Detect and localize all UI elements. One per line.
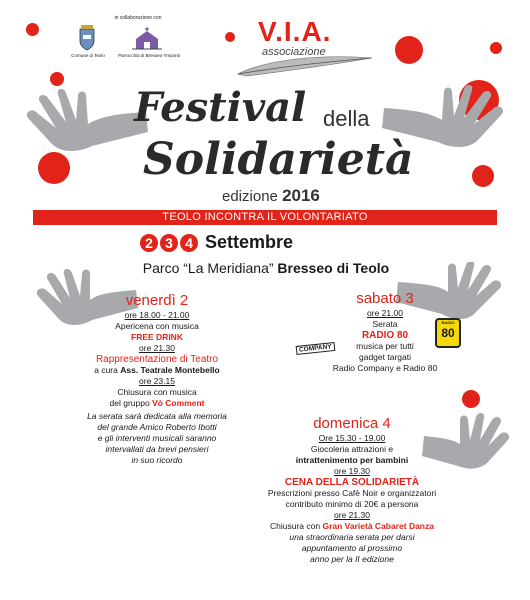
decor-dot	[472, 165, 494, 187]
logo1-caption: Comune di Teolo	[71, 53, 105, 58]
text: musica per tutti	[356, 341, 414, 351]
text: gadget targati	[359, 352, 411, 362]
banner: TEOLO INCONTRA IL VOLONTARIATO	[33, 210, 497, 225]
note: anno per la II edizione	[310, 554, 394, 564]
edition-line	[222, 186, 320, 206]
text: Chiusura con musica	[117, 387, 197, 397]
time: ore 21.00	[367, 308, 403, 318]
decor-dot	[50, 72, 64, 86]
time: ore 18.00 - 21.00	[124, 310, 190, 320]
dates	[140, 232, 293, 253]
time: ore 19.30	[334, 466, 370, 476]
text: contributo minimo di 20€ a persona	[285, 499, 419, 509]
note: appuntamento al prossimo	[301, 543, 403, 553]
time: Ore 15.30 - 19.00	[318, 433, 386, 443]
title-della: della	[323, 106, 370, 131]
highlight: Rappresentazione di Teatro	[95, 354, 219, 365]
time: ore 21.30	[334, 510, 370, 520]
radio80-logo-icon	[435, 318, 461, 348]
text-b: Vò Comment	[152, 398, 205, 408]
day-title: sabato 3	[356, 290, 414, 307]
text	[42, 398, 272, 409]
decor-dot	[462, 390, 480, 408]
note: in suo ricordo	[131, 455, 183, 465]
highlight: CENA DELLA SOLIDARIETÀ	[284, 477, 420, 488]
note: del grande Amico Roberto Ibotti	[97, 422, 217, 432]
highlight: FREE DRINK	[131, 332, 183, 342]
time: ore 21.30	[139, 343, 175, 353]
day-title: venerdì 2	[125, 292, 189, 309]
logo2-caption: Parrocchia di Bresseo-Treponti	[118, 53, 180, 58]
radio80-logo-top: RADIO	[441, 320, 455, 325]
date-badge: 3	[160, 234, 178, 252]
text	[224, 521, 480, 532]
org-name: V.I.A.	[258, 16, 332, 47]
decor-dot	[490, 42, 502, 54]
note: intervallati da brevi pensieri	[105, 444, 209, 454]
edition-year: 2016	[282, 186, 320, 205]
parish-church-icon	[132, 27, 162, 51]
location	[76, 260, 456, 276]
text: Radio Company e Radio 80	[332, 363, 438, 373]
radio80-logo-num: 80	[441, 326, 455, 340]
month: Settembre	[205, 232, 294, 252]
text-a: del gruppo	[109, 398, 150, 408]
note: La serata sarà dedicata alla memoria	[87, 411, 227, 421]
collab-text: in collaborazione con	[114, 15, 162, 21]
decor-dot	[225, 32, 235, 42]
comune-crest-icon	[78, 25, 96, 51]
org-sub: associazione	[262, 46, 326, 58]
time: ore 23.15	[139, 376, 175, 386]
text: Apericena con musica	[115, 321, 199, 331]
date-badge: 4	[180, 234, 198, 252]
text-a: Chiusura con	[270, 521, 321, 531]
decor-dot	[26, 23, 39, 36]
title-solidarieta: Solidarietà	[143, 134, 414, 185]
text	[42, 365, 272, 376]
date-badge: 2	[140, 234, 158, 252]
note: e gli interventi musicali saranno	[97, 433, 217, 443]
decor-dot	[395, 36, 423, 64]
day-title: domenica 4	[313, 415, 391, 432]
park-name: Parco “La Meridiana”	[142, 260, 274, 276]
note: una straordinaria serata per darsi	[289, 532, 415, 542]
text: Serata	[372, 319, 398, 329]
edition-label: edizione	[222, 188, 278, 205]
feather-icon	[236, 54, 376, 78]
highlight: RADIO 80	[361, 330, 409, 341]
text: Prescrizioni presso Cafè Noir e organizzatori	[267, 488, 437, 498]
town-name: Bresseo di Teolo	[277, 260, 390, 276]
company-logo-icon: COMPANY	[296, 342, 335, 355]
hand-icon	[22, 88, 152, 168]
text-a: a cura	[94, 365, 118, 375]
sunday-block	[224, 415, 480, 565]
text: intrattenimento per bambini	[295, 455, 409, 465]
text-b: Ass. Teatrale Montebello	[120, 365, 220, 375]
text: Giocoleria attrazioni e	[310, 444, 394, 454]
text-b: Gran Varietà Cabaret Danza	[322, 521, 434, 531]
title-festival: Festival	[134, 84, 307, 131]
